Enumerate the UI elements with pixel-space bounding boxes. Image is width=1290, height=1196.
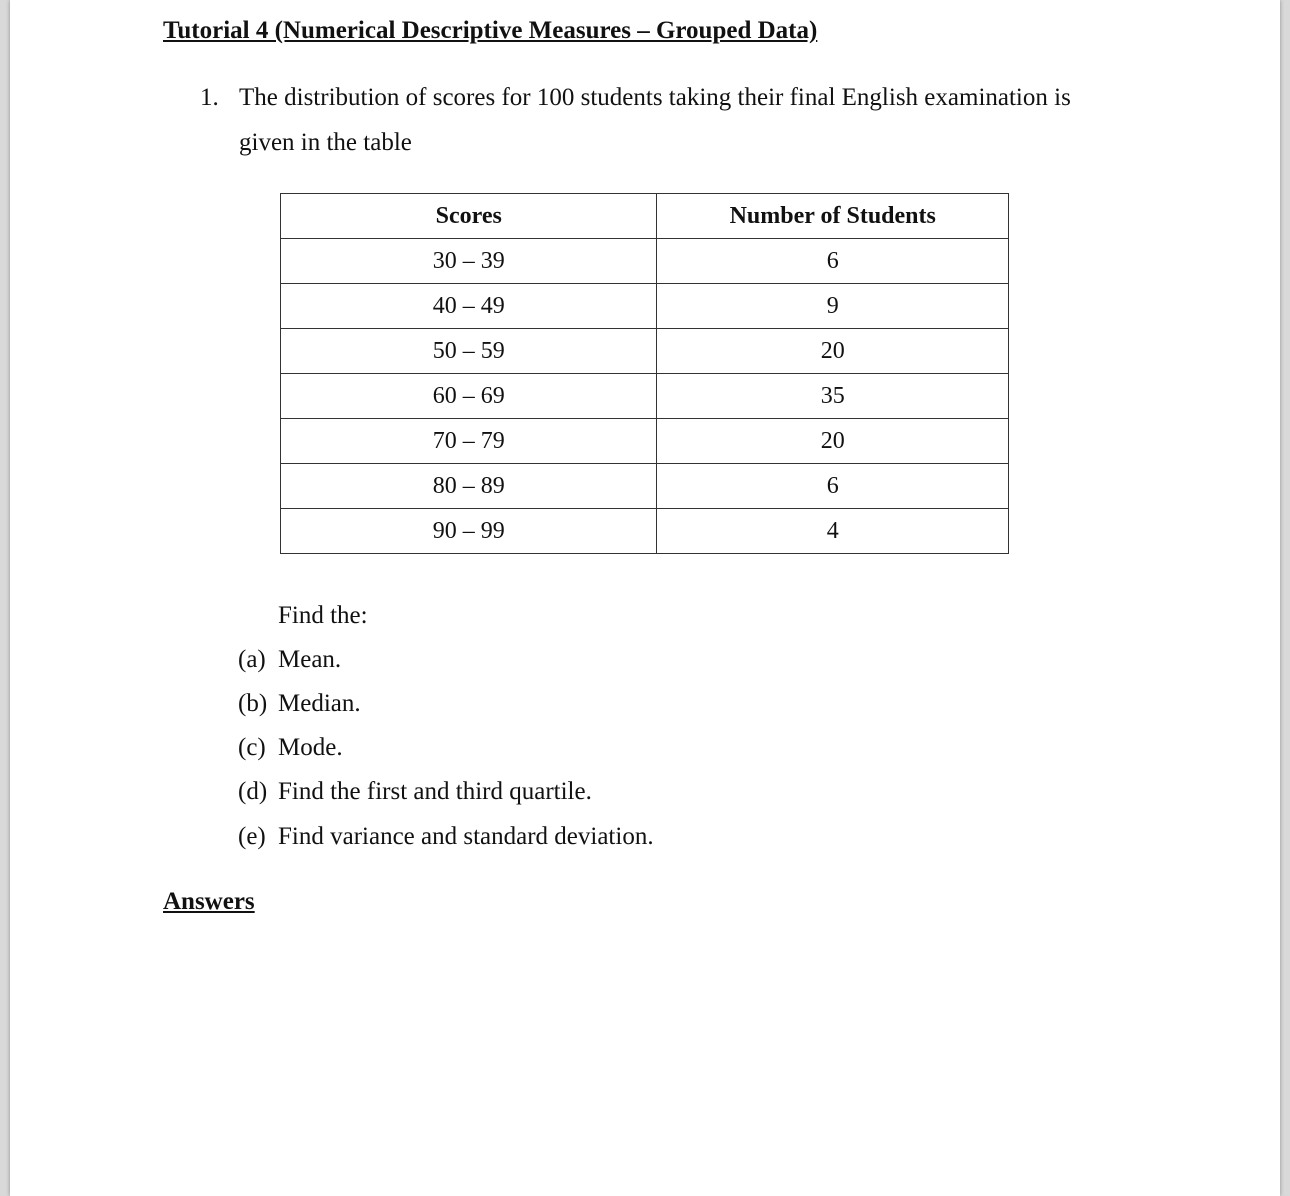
document-page [10, 0, 1280, 1196]
question-text-line-2: given in the table [239, 129, 412, 156]
table-row [281, 239, 1009, 284]
table-row [281, 509, 1009, 554]
score-range-cell: 30 – 39 [281, 239, 657, 284]
score-range-cell: 60 – 69 [281, 374, 657, 419]
find-the-label: Find the: [278, 602, 368, 629]
score-range-cell: 50 – 59 [281, 329, 657, 374]
score-range-cell: 40 – 49 [281, 284, 657, 329]
table-row [281, 419, 1009, 464]
student-count-cell: 6 [657, 464, 1009, 509]
table-row [281, 284, 1009, 329]
table-header-row [281, 194, 1009, 239]
sub-question-text: Find variance and standard deviation. [278, 823, 654, 850]
student-count-cell: 20 [657, 329, 1009, 374]
student-count-cell: 20 [657, 419, 1009, 464]
answers-heading: Answers [163, 888, 255, 915]
sub-question-text: Median. [278, 690, 361, 717]
student-count-cell: 35 [657, 374, 1009, 419]
sub-question-text: Mean. [278, 646, 342, 673]
table-row [281, 329, 1009, 374]
sub-question-e [238, 823, 654, 851]
header-number-of-students: Number of Students [657, 194, 1009, 239]
header-scores: Scores [281, 194, 657, 239]
sub-question-c [238, 734, 343, 762]
scores-table [280, 193, 1009, 554]
sub-question-d [238, 778, 592, 806]
sub-question-letter: (a) [238, 646, 266, 673]
question-number: 1. [200, 84, 219, 111]
sub-question-letter: (c) [238, 734, 266, 761]
table-row [281, 374, 1009, 419]
score-range-cell: 70 – 79 [281, 419, 657, 464]
sub-question-a [238, 646, 341, 674]
sub-question-text: Find the first and third quartile. [278, 778, 592, 805]
student-count-cell: 4 [657, 509, 1009, 554]
table-row [281, 464, 1009, 509]
question-text-line-1: The distribution of scores for 100 students taking their final English examination is [239, 84, 1071, 111]
student-count-cell: 9 [657, 284, 1009, 329]
student-count-cell: 6 [657, 239, 1009, 284]
sub-question-letter: (e) [238, 823, 266, 850]
sub-question-letter: (d) [238, 778, 268, 805]
document-title: Tutorial 4 (Numerical Descriptive Measures – Grouped Data) [163, 17, 818, 44]
sub-question-letter: (b) [238, 690, 268, 717]
sub-question-text: Mode. [278, 734, 343, 761]
sub-question-b [238, 690, 361, 718]
score-range-cell: 80 – 89 [281, 464, 657, 509]
score-range-cell: 90 – 99 [281, 509, 657, 554]
